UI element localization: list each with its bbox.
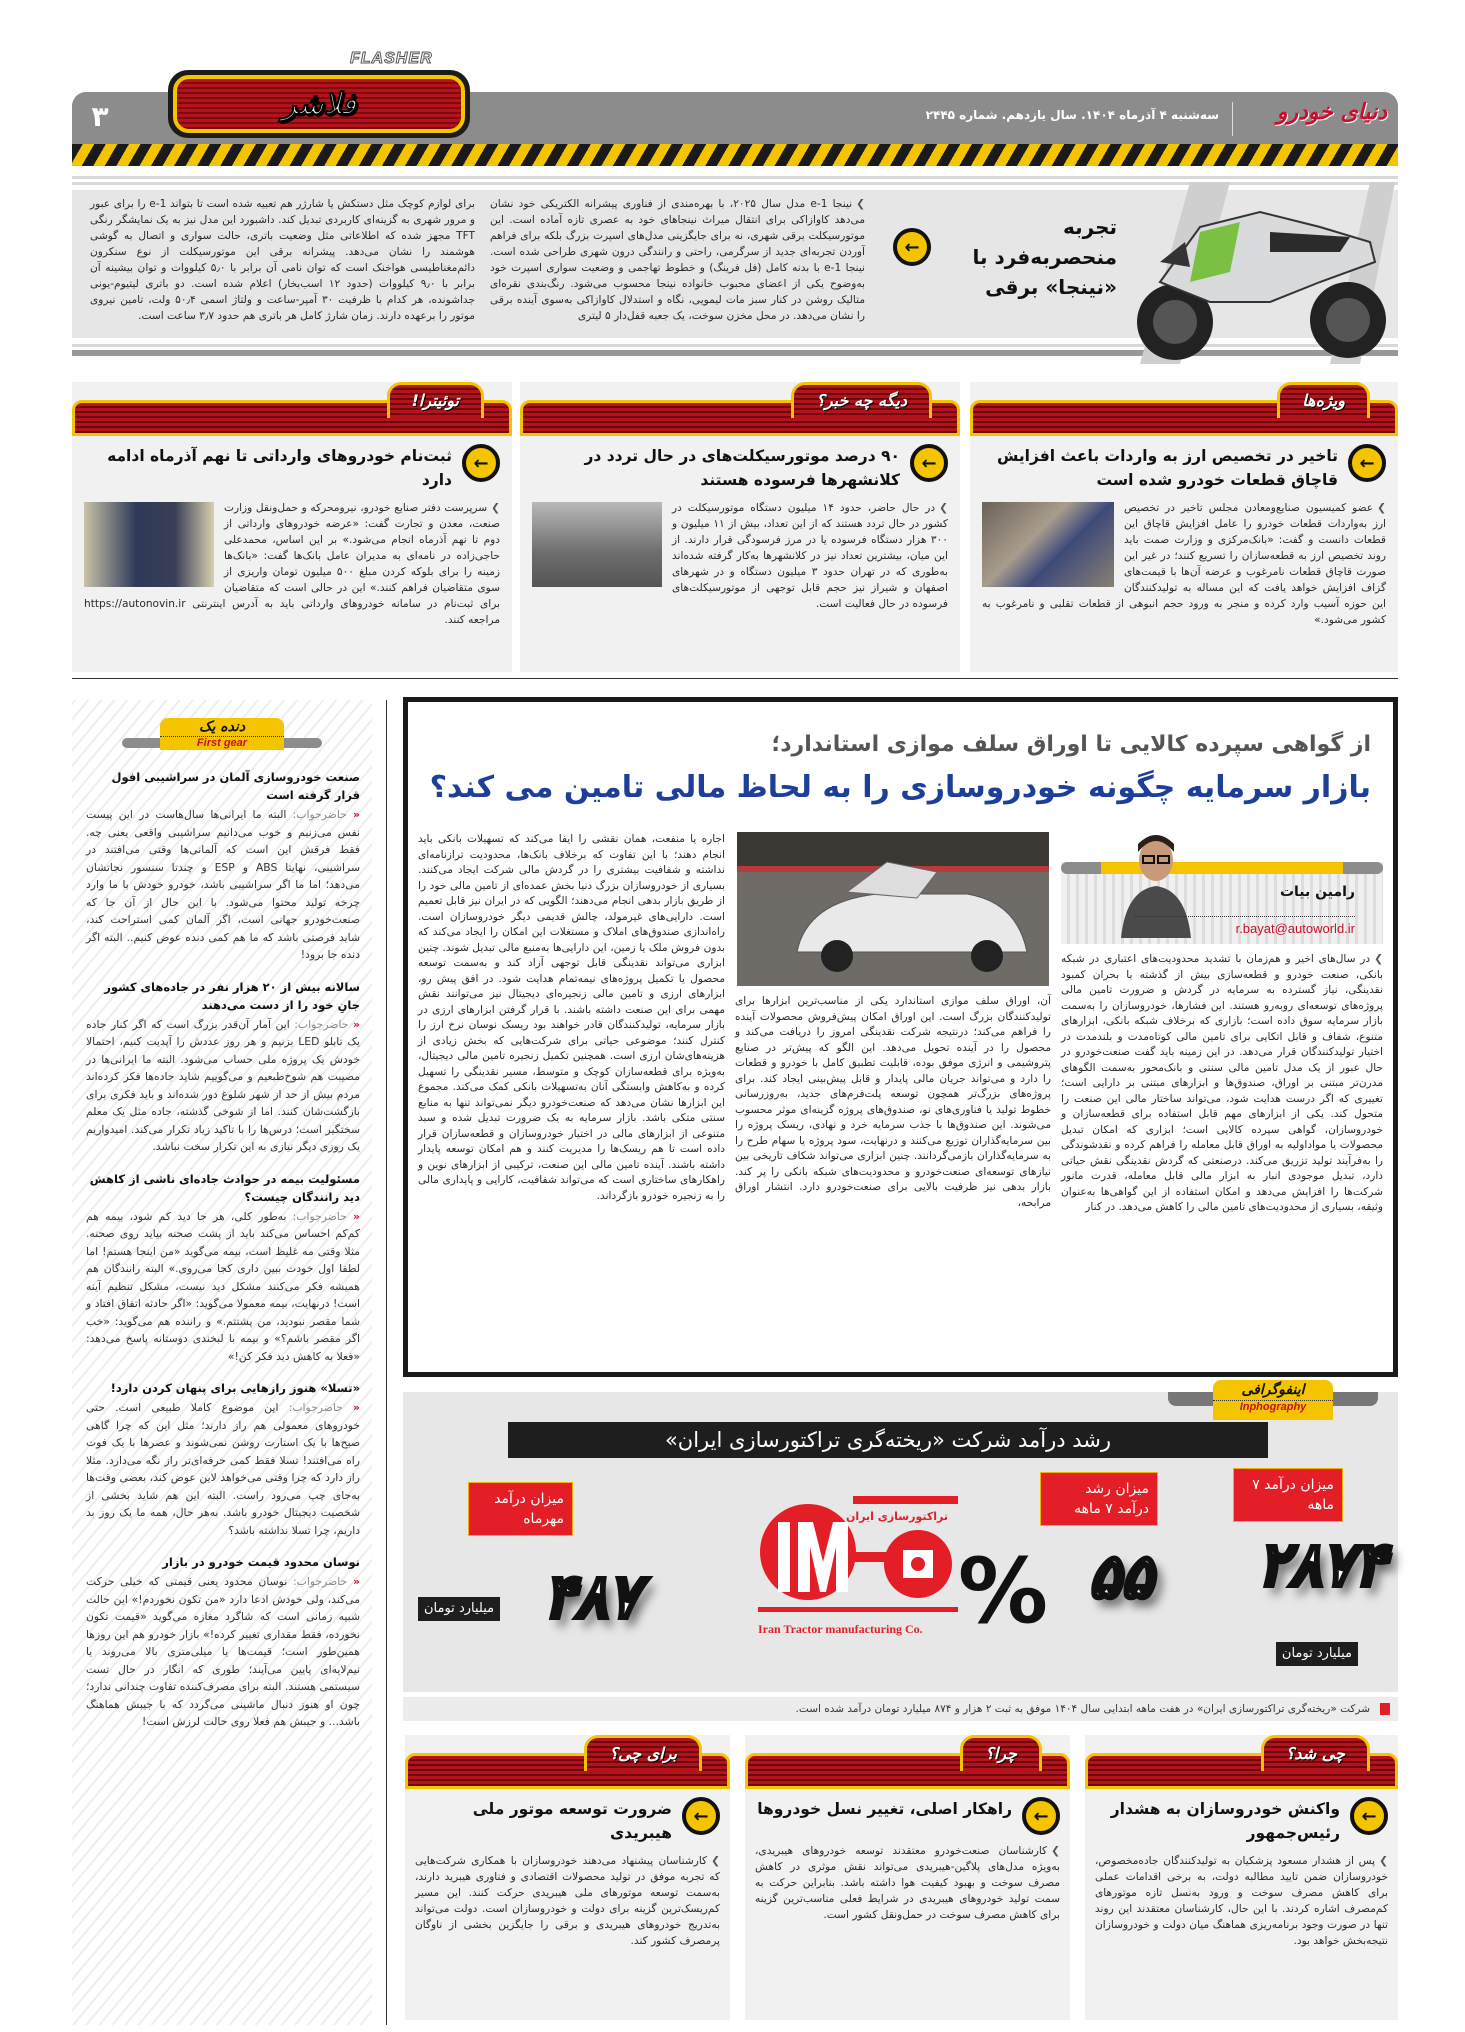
- car-factory-photo: [735, 832, 1051, 986]
- qa-item: [86, 978, 360, 1156]
- news-headline: واکنش خودروسازان به هشدار رئیس‌جمهور: [1110, 1800, 1340, 1842]
- news-body-text: کارشناسان پیشنهاد می‌دهند خودروسازان با همکاری شرکت‌هایی که تجربه موفق در تولید محصولات اقتصادی و فناوری هیبرید دارند، به‌سمت توسعه موتورهای ملی هیبریدی حرکت کنند. این مسیر کم‌ریسک‌ترین گزینه برای دولت و خودروسازان است. دولت می‌تواند به‌تدریج خودروهای هیبریدی و برقی را جایگزین بخشی از ناوگان پرمصرف کشور کند.: [415, 1855, 720, 1947]
- qa-answer: نوسان محدود یعنی قیمتی که خیلی حرکت می‌کند، ولی خودش ادعا دارد «من تکون نخوردم!» این حالت شبیه زمانی است که شاگرد مغازه می‌گوید «قیمت تکون نخورده، فقط مقداری تغییر کرده!» بازار خودرو هم این روزها همین‌طور است؛ قیمت‌ها یا میلی‌متری بالا می‌روند یا نیم‌لایه‌ای پایین می‌آیند؛ طوری که انگار در حال تست سیستمی هستند. البته برای مصرف‌کننده تفاوت چندانی ندارد؛ چون او هنوز دنبال ماشینی می‌گردد که با جیبش هماهنگ باشد... و جیبش هم فعلا روی حالت لرزش است!: [86, 1575, 360, 1728]
- qa-item: [86, 768, 360, 964]
- top-story-col1: نینجا e-1 مدل سال ۲۰۲۵، با بهره‌مندی از فناوری پیشرانه الکتریکی خود نشان می‌دهد کاوازاکی برای انتقال میراث نینجاهای خود به عصری تازه آماده است. این موتورسیکلت برقی شهری، نه برای جایگزینی مدل‌های اسپرت بزرگ بلکه برای فراهم آوردن تجربه‌ای جدید از سرگرمی، راحتی و رانندگی درون شهری طراحی شده است. نینجا e-1 با بدنه کامل (فل فرینگ) و خطوط تهاجمی و وضعیت سواری اسپرت خود به‌وضوح یکی از اعضای محبوب خانواده نینجا محسوب می‌شود. رنگ‌بندی نقره‌ای متالیک روشن در کنار سبز مات لیمویی، نگاه و استدلال کاوازاکی به‌سوی آینده برقی را نشان می‌دهد. در محل مخزن سوخت، یک جعبه قفل‌دار ۵ لیتری: [490, 198, 865, 322]
- author-email[interactable]: r.bayat@autoworld.ir: [1135, 916, 1355, 936]
- badge-label-fa: اینفوگرافی: [1241, 1382, 1305, 1398]
- answer-label: حاضرجواب:: [288, 1401, 343, 1414]
- qa-item: [86, 1379, 360, 1539]
- page-number: ۳: [91, 100, 109, 133]
- chevron-icon: ❯: [1374, 953, 1383, 965]
- main-article: [403, 697, 1398, 1377]
- news-body: [982, 500, 1386, 628]
- top-story-headline: تجربه منحصربه‌فرد با «نینجا» برقی: [972, 215, 1117, 299]
- section-tab-label: چی شد؟: [1285, 1744, 1345, 1763]
- red-square-icon: [1380, 1703, 1390, 1715]
- answer-label: حاضرجواب:: [292, 808, 347, 821]
- stat-value-growth: ۵۵: [1088, 1542, 1153, 1612]
- news-body-top: عضو کمیسیون صنایع‌ومعادن مجلس تاخیر در تخصیص ارز به‌واردات قطعات خودرو را عامل افزایش قاچاق این قطعات دانست و گفت: «بانک‌مرکزی و وزارت صمت باید روند تخصیص ارز به قطعه‌سازان را تسریع کنند؛ در غیر این صورت قاچاق قطعات: [1124, 502, 1386, 578]
- chevron-icon: ❯: [1379, 1855, 1388, 1867]
- news-box-what-happened: [1085, 1735, 1398, 2020]
- news-headline: ثبت‌نام خودروهای وارداتی تا نهم آذرماه ادامه دارد: [107, 447, 452, 489]
- article-text: در سال‌های اخیر و هم‌زمان با تشدید محدودیت‌های اعتباری در شبکه بانکی، صنعت خودرو و قطعه‌سازی بیش از گذشته با بحران کمبود نقدینگی، نیاز گسترده به سرمایه در گردش و ضرورت تامین مالی پروژه‌های توسعه‌ای روبه‌رو هستند. این فشارها، خودروسازان را به‌سمت بازار سرمایه سوق داده است؛ بازاری که برخلاف شبکه بانکی، ابزارهای متنوع، شفاف و قابل اتکایی برای تامین مالی کوتاه‌مدت و بلندمدت در اختیار تولیدکنندگان قرار می‌دهد. در این زمینه باید گفت صنعت‌خودرو در حال عبور از یک مدل تامین مالی سنتی و بانک‌محور به‌سمت الگوهای مدرن‌تر مبتنی بر اوراق، صندوق‌ها و ابزارهای مبتنی بر دارایی است؛ تغییری که اگر درست هدایت شود، می‌تواند ساختار مالی این صنعت را متحول کند. یکی از ابزارهای مهم قابل استفاده برای قطعه‌سازان و خودروسازان، گواهی سپرده کالایی است؛ ابزاری که امکان تبدیل محصولات یا مواداولیه به اوراق قابل معامله را فراهم کرده و نقدشوندگی را به‌فرآیند تولید تزریق می‌کند. درصنعتی که گردش نقدینگی نقش حیاتی دارد، تبدیل موجودی انبار به ابزار مالی قابل معامله، قدرت مانور شرکت‌ها را افزایش می‌دهد و امکان استفاده از این گواهی‌ها به‌عنوان وثیقه، بسیاری از محدودیت‌های تامین مالی را کاهش می‌دهد. در کنار: [1061, 953, 1383, 1213]
- section-tab: [1261, 1735, 1370, 1771]
- infographic-title: رشد درآمد شرکت «ریخته‌گری تراکتورسازی ایران»: [508, 1422, 1268, 1458]
- section-english-title: FLASHER: [350, 50, 433, 67]
- chevron-icon: ❯: [939, 502, 948, 514]
- news-box-other-news: [520, 382, 960, 672]
- answer-label: حاضرجواب:: [294, 1017, 349, 1031]
- section-tab-label: توئیترا!: [411, 391, 459, 410]
- divider: [72, 678, 1398, 679]
- article-text-right: [1061, 952, 1383, 1216]
- news-headline: تاخیر در تخصیص ارز به واردات باعث افزایش قاچاق قطعات خودرو شده است: [996, 447, 1338, 489]
- double-chevron-icon: «: [353, 1017, 360, 1031]
- news-headline: ضرورت توسعه موتور ملی هیبریدی: [472, 1800, 672, 1842]
- section-tab-label: دیگه چه خبر؟: [816, 391, 907, 410]
- author-box: [1061, 862, 1383, 944]
- badge-label-fa: دنده یک: [198, 719, 246, 735]
- official-portrait-photo: [84, 502, 214, 587]
- author-name: رامین بیات: [1279, 884, 1355, 900]
- badge-label-en: First gear: [160, 736, 284, 750]
- news-body: [84, 500, 500, 628]
- news-body: [1095, 1853, 1388, 1949]
- chevron-icon: ❯: [856, 198, 865, 210]
- news-body-text: پس از هشدار مسعود پزشکیان به تولیدکنندگان جاده‌مخصوص، خودروسازان ضمن تایید مطالبه دولت، به برخی اقدامات عملی برای کاهش مصرف سوخت و ورود به‌نسل تازه موتورهای کم‌مصرف اشاره کردند. با این حال، کارشناسان معتقدند این روند تنها در صورت وجود برنامه‌ریزی هماهنگ میان دولت و خودروسازان نتیجه‌بخش خواهد بود.: [1095, 1855, 1388, 1947]
- section-tab: [960, 1735, 1042, 1771]
- news-body-top: سرپرست دفتر صنایع خودرو، نیرومحرکه و حمل‌ونقل وزارت صنعت، معدن و تجارت گفت: «عرضه خودروهای وارداتی از دوم تا نهم آذرماه انجام می‌شود.» بر این اساس، محمدعلی حاجی‌زاده در نامه‌ای به مدیران عامل بانک‌ها گفت: «بانک‌ها: [224, 502, 500, 562]
- article-column-right: [1061, 832, 1383, 1216]
- arrow-left-icon: ←: [1348, 444, 1386, 482]
- infographic-caption: [403, 1697, 1398, 1721]
- infographic: [403, 1382, 1398, 1692]
- news-content: [520, 444, 960, 612]
- article-column-left: [418, 832, 725, 1204]
- qa-item: [86, 1553, 360, 1731]
- news-box-what-for: [405, 1735, 730, 2020]
- qa-item: [86, 1170, 360, 1366]
- caption-text: شرکت «ریخته‌گری تراکتورسازی ایران» در هفت ماهه ابتدایی سال ۱۴۰۴ موفق به ثبت ۲ هزار و ۸۷۴ میلیارد تومان درآمد شده است.: [795, 1703, 1370, 1715]
- issue-date-line: سه‌شنبه ۴ آذرماه ۱۴۰۴. سال یازدهم. شماره ۲۴۴۵: [925, 108, 1219, 122]
- stat-label-mehr-revenue: میزان درآمد مهرماه: [468, 1482, 573, 1536]
- qa-question: صنعت خودروسازی آلمان در سراشیبی افول قرار گرفته است: [111, 770, 360, 802]
- section-badge: [168, 70, 470, 138]
- stat-unit: میلیارد تومان: [1276, 1642, 1358, 1666]
- section-tab-label: برای چی؟: [609, 1744, 677, 1763]
- stat-unit: میلیارد تومان: [418, 1597, 500, 1621]
- qa-answer: البته ما ایرانی‌ها سال‌هاست در این پیست نفس می‌زنیم و خوب می‌دانیم سراشیبی واقعی یعنی چه. فقط فرقش این است که آلمانی‌ها وقتی می‌افتند در سراشیبی، نهایتا ABS و ESP و چندتا سنسور نجاتشان می‌دهد؛ اما ما اگر سراشیبی باشد، خودرو خودش با ما وارد چرخه تولید محتوا می‌شود. با این حال از آن جا که صنعت‌خودرو جهانی است، اگر آلمان کمی استراحت کند، شاید فرصتی باشد که ما هم کمی دنده عوض کنیم.. البته اگر دنده جا برود!: [86, 808, 361, 961]
- news-content: [405, 1797, 730, 1949]
- news-body: [532, 500, 948, 612]
- stat-value-7-month-revenue: ۲۸۷۴: [1257, 1530, 1386, 1600]
- qa-answer: این موضوع کاملا طبیعی است. حتی خودروهای معمولی هم راز دارند؛ مثل این که چرا گاهی صبح‌ها با یک استارت روشن نمی‌شوند و عصرها با یک فوت راه می‌افتند! تسلا فقط کمی حرفه‌ای‌تر راز نگه می‌دارد. مثلا راز دارد که چرا وقتی می‌خواهد لاین عوض کند، بعضی وقت‌ها به‌جای چپ می‌رود راست. البته این هم شاید بخشی از شخصیت دیجیتال خودرو باشد. به‌هر حال، همه ما یک روز بد داریم، چرا تسلا نداشته باشد؟: [86, 1401, 360, 1537]
- double-chevron-icon: «: [353, 1209, 361, 1223]
- news-headline: راهکار اصلی، تغییر نسل خودروها: [757, 1800, 1012, 1818]
- double-chevron-icon: «: [353, 808, 361, 821]
- answer-label: حاضرجواب:: [292, 1209, 347, 1223]
- qa-answer: این آمار آن‌قدر بزرگ است که اگر کنار جاده یک تابلو LED بزنیم و هر روز عددش را آپدیت کنیم، احتمالا خودش یک پروژه ملی حساب می‌شود. البته ما ایرانی‌ها در مصیبت هم شوخ‌طبعیم و می‌گوییم شاید جاده‌ها فکر کرده‌اند مردم بیش از حد از شهر شلوغ دور شده‌اند و باید فکری برای بازگشت‌شان کنند. اما از شوخی گذشته، جاده مثل یک معلم سختگیر است؛ درس‌ها را با تاکید زیاد تکرار می‌کند. امیدواریم یک روزی دیگر نیازی به این تکرار سخت نباشد.: [86, 1017, 361, 1153]
- section-tab: [791, 382, 932, 418]
- stat-value-mehr-revenue: ۴۸۷: [543, 1562, 640, 1632]
- qa-question: سالانه بیش از ۲۰ هزار نفر در جاده‌های کشور جانِ خود را از دست می‌دهند: [104, 979, 360, 1012]
- divider: [386, 700, 387, 2025]
- qa-question: مسئولیت بیمه در حوادث جاده‌ای ناشی از کاهش دید رانندگان چیست؟: [89, 1171, 360, 1204]
- news-box-vijeha: [970, 382, 1398, 672]
- arrow-left-icon: ←: [682, 1797, 720, 1835]
- news-body-bottom: زمینه را برای بلوکه کردن مبلغ ۵۰۰ میلیون تومان واریزی از سوی متقاضیان فراهم کنند.» این در حالی است که متقاضیان برای ثبت‌نام در سامانه خودروهای وارداتی باید به آدرس اینترنتی https://autonovin.ir مراجعه کنند.: [84, 566, 500, 626]
- top-story-text: [490, 196, 865, 324]
- section-title: فلاشر: [282, 86, 356, 122]
- qa-answer: به‌طور کلی، هر جا دید کم شود، بیمه هم کم‌کم احساس می‌کند باید از پشت صحنه بیاید روی صحنه. مثلا وقتی مه غلیظ است، بیمه می‌گوید «من اینجا هستم! اما لطفا اول خودت ببین داری کجا می‌روی.» البته رانندگان هم همیشه فکر می‌کنند مشکل دید نیست، مشکل تنظیم آینه است! درنهایت، بیمه معمولا می‌گوید: «اگر حادثه اتفاق افتاد و شما مقصر نبودید، من پشتتم.» و راننده هم می‌گوید: «خب اگر مقصر باشم؟» و بیمه با لبخندی دوستانه پاسخ می‌دهد: «فعلا به کاهش دید فکر کن!»: [86, 1209, 360, 1363]
- article-column-middle: [735, 832, 1051, 1211]
- newspaper-logo: دنیای خودرو: [1276, 100, 1387, 125]
- first-gear-badge: [122, 718, 322, 756]
- badge-label-en: Inphography: [1213, 1400, 1333, 1413]
- news-box-why: [745, 1735, 1070, 2020]
- answer-label: حاضرجواب:: [293, 1575, 348, 1588]
- divider: [1232, 102, 1233, 136]
- section-tab-label: ویژه‌ها: [1302, 391, 1345, 410]
- news-box-twitter: [72, 382, 512, 672]
- infographic-badge: [1213, 1380, 1333, 1420]
- motorcycle-photo: [1120, 172, 1400, 364]
- top-story-col2: برای لوازم کوچک مثل دستکش یا شارژر هم تعبیه شده است تا بتواند e-1 را برای عبور و مرور شهری به گزینه‌ای کاربردی تبدیل کند. داشبورد این مدل نیز به یک نمایشگر رنگی TFT مجهز شده که اطلاعاتی مثل وضعیت باتری، حالت سواری و اتصال به گوشی هوشمند را نشان می‌دهد. پیشرانه برقی این موتورسیکلت از نوع سنکرون دائم‌مغناطیسی هواخنک است که توان نامی آن برابر با ۵٫۰ کیلووات و توان بیشینه آن برابر با ۹٫۰ کیلووات (حدود ۱۲ اسب‌بخار) اعلام شده است. دو باتری لیتیوم-یونی جداشونده، هر کدام با ظرفیت ۳۰ آمپر-ساعت و ولتاژ اسمی ۵۰٫۴ ولت، تامین نیروی موتور را برعهده دارند. زمان شارژ کامل هر باتری هم حدود ۳٫۷ ساعت است.: [90, 198, 476, 322]
- article-text-middle: آن، اوراق سلف موازی استاندارد یکی از مناسب‌ترین ابزارها برای تولیدکنندگان بزرگ است. این اوراق امکان پیش‌فروش محصولات آینده را فراهم می‌کند؛ درنتیجه شرکت نقدینگی امروز را دریافت می‌کند و محصول را در آینده تحویل می‌دهد. این الگو که پیش‌تر در صنایع پتروشیمی و انرژی موفق بوده، قابلیت تطبیق کامل با خودرو و قطعات را دارد و می‌تواند جریان مالی پایدار و قابل پیش‌بینی ایجاد کند. برای پروژه‌های بزرگ‌تر همچون توسعه پلت‌فرم‌های جدید، به‌روزرسانی خطوط تولید یا فناوری‌های نو، صندوق‌های پروژه گزینه‌ای موثر محسوب می‌شوند. این صندوق‌ها با جذب سرمایه خرد و نهادی، ریسک پروژه را بین سرمایه‌گذاران توزیع می‌کنند و درنهایت، سود پروژه یا سهام طرح را به سرمایه‌گذاران بازمی‌گردانند. چنین ابزاری می‌تواند شکاف تاریخی بین نیازهای توسعه‌ای صنعت‌خودرو و محدودیت‌های شبکه بانکی را پر کند. بازار بدهی نیز ظرفیت بالایی برای صنعت‌خودرو دارد. انتشار اوراق مرابحه،: [735, 995, 1051, 1209]
- news-body-bottom: نامرغوب و عرضه آن‌ها با قیمت‌های گزاف افزایش خواهد یافت که این مساله به تولیدکنندگان این حوزه آسیب وارد کرده و منجر به ورود حجم انبوهی از قطعات تقلبی و نامرغوب به کشور می‌شود.»: [982, 566, 1386, 626]
- percent-sign: %: [957, 1539, 1048, 1644]
- chevron-icon: ❯: [1051, 1845, 1060, 1857]
- chevron-icon: ❯: [491, 502, 500, 514]
- logo-text-fa: تراکتورسازی ایران: [846, 1510, 948, 1523]
- double-chevron-icon: «: [353, 1401, 360, 1414]
- section-tab: [387, 382, 484, 418]
- news-body-text: کارشناسان صنعت‌خودرو معتقدند توسعه خودروهای هیبریدی، به‌ویژه مدل‌های پلاگین-هیبریدی می‌تواند نقش موثری در کاهش مصرف سوخت و بهبود کیفیت هوا داشته باشد. بنابراین حرکت به سمت تولید خودروهای هیبریدی در شرایط فعلی مناسب‌ترین گزینه برای کاهش مصرف سوخت در حمل‌ونقل کشور است.: [755, 1845, 1060, 1921]
- iran-tractor-logo: [758, 1482, 958, 1662]
- chevron-icon: ❯: [711, 1855, 720, 1867]
- logo-text-en: Iran Tractor manufacturing Co.: [758, 1622, 923, 1636]
- arrow-left-icon: ←: [1022, 1797, 1060, 1835]
- section-tab: [1277, 382, 1370, 418]
- article-headline: بازار سرمایه چگونه خودروسازی را به لحاظ مالی تامین می کند؟: [429, 770, 1371, 805]
- qa-list: [86, 768, 360, 1745]
- news-body: [755, 1843, 1060, 1923]
- stat-label-7-month-revenue: میزان درآمد ۷ ماهه: [1233, 1468, 1343, 1522]
- section-tab: [584, 1735, 702, 1771]
- news-body-top: در حال حاضر، حدود ۱۴ میلیون دستگاه موتورسیکلت در کشور در حال تردد هستند که از این تعداد، بیش از ۱۱ میلیون و ۳۰۰ هزار دستگاه فرسوده یا در مرز فرسودگی قرار دارند. از این میان، بیشترین تعداد نیز در کلانشهرها: [672, 502, 948, 562]
- news-content: [1085, 1797, 1398, 1949]
- car-parts-photo: [982, 502, 1114, 587]
- qa-question: «تسلا» هنوز رازهایی برای پنهان کردن دارد!: [110, 1381, 360, 1395]
- news-content: [72, 444, 512, 628]
- news-body: [415, 1853, 720, 1949]
- section-tab-label: چرا؟: [985, 1744, 1017, 1763]
- article-kicker: از گواهی سپرده کالایی تا اوراق سلف موازی استاندارد؛: [771, 732, 1371, 757]
- news-content: [745, 1797, 1070, 1923]
- qa-question: نوسان محدود قیمت خودرو در بازار: [162, 1555, 360, 1569]
- arrow-left-icon: ←: [893, 228, 931, 266]
- arrow-left-icon: ←: [462, 444, 500, 482]
- double-chevron-icon: «: [353, 1575, 360, 1588]
- news-body-bottom: به‌کار گرفته شده‌اند به‌طوری که در تهران حدود ۳ میلیون دستگاه و در شهرهای اصفهان و شیراز نیز حجم قابل توجهی از موتورسیکلت‌های فرسوده در حال فعالیت است.: [672, 550, 948, 610]
- hazard-stripe-band: [72, 144, 1398, 166]
- chevron-icon: ❯: [1377, 502, 1386, 514]
- motorcycles-traffic-photo: [532, 502, 662, 587]
- news-headline: ۹۰ درصد موتورسیکلت‌های در حال تردد در کلانشهرها فرسوده هستند: [584, 447, 900, 489]
- stat-label-growth: میزان رشد درآمد ۷ ماهه: [1040, 1472, 1158, 1526]
- arrow-left-icon: ←: [1350, 1797, 1388, 1835]
- arrow-left-icon: ←: [910, 444, 948, 482]
- article-text-left: اجاره یا منفعت، همان نقشی را ایفا می‌کند که تسهیلات بانکی باید انجام دهند؛ با این تفاوت که برخلاف بانک‌ها، محدودیت ترازنامه‌ای نداشته و شفافیت بیشتری را در گردش مالی شرکت ایجاد می‌کنند. بسیاری از خودروسازان بزرگ دنیا بخش عمده‌ای از تامین مالی خود را از طریق بازار بدهی انجام می‌دهند؛ الگویی که در ایران نیز قابل تعمیم است. دارایی‌های غیرمولد، چالش قدیمی دیگر خودروسازان است. راه‌اندازی صندوق‌های املاک و مستغلات این امکان را ایجاد می‌کند که بدون فروش ملک یا زمین، این دارایی‌ها به‌منبع مالی تبدیل شوند. چنین ابزاری می‌تواند نقدینگی قابل توجهی آزاد کند و به‌سمت توسعه محصول یا تکمیل پروژه‌های نیمه‌تمام هدایت شود. در افق پیش رو، ابزارهای ارزی و تامین مالی زنجیره‌ای دیجیتال نیز می‌توانند نقش مهمی برای این صنعت داشته باشند. با قرار گرفتن ابزارهای ارزی در بازار سرمایه، تولیدکنندگان قادر خواهند بود ریسک نوسان نرخ ارز را کنترل کنند؛ موضوعی حیاتی برای شرکت‌هایی که بخش زیادی از هزینه‌های‌شان ارزی است. همچنین تکمیل زنجیره تامین مالی دیجیتال، به‌ویژه برای قطعه‌سازان کوچک و متوسط، مسیر نقدینگی را تسهیل کرده و به‌کاهش وابستگی آنان به‌تسهیلات بانکی کمک می‌کند. مجموع این ابزارها نشان می‌دهد که صنعت‌خودرو دیگر نمی‌تواند تنها به منابع سنتی متکی باشد. بازار سرمایه به یک ضرورت تبدیل شده و سبد متنوعی از ابزارهای مالی در اختیار خودروسازان و قطعه‌سازان قرار داده است تا هم ریسک‌ها را مدیریت کنند و هم امکان توسعه پایدار داشته باشند. آینده تامین مالی این صنعت، ترکیبی از ابزارهای نوین و راهکارهای ساختاری است که می‌تواند شفافیت، کارایی و پایداری مالی را به زنجیره خودرو بازگرداند.: [418, 833, 725, 1202]
- first-gear-column: [72, 700, 372, 2025]
- news-content: [970, 444, 1398, 628]
